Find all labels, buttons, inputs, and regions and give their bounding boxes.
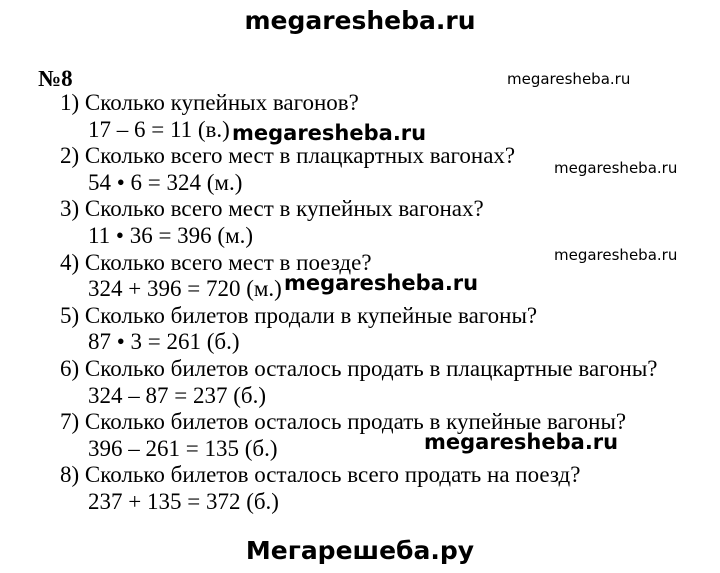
step-question: 1) Сколько купейных вагонов?: [60, 90, 359, 115]
step-answer: 87 • 3 = 261 (б.): [88, 329, 240, 355]
solution-step: [60, 356, 658, 409]
step-question: 6) Сколько билетов осталось продать в плацкартные вагоны?: [60, 355, 658, 381]
step-question: 7) Сколько билетов осталось продать в купейные вагоны?: [60, 409, 627, 435]
step-question: 2) Сколько всего мест в плацкартных вагонах?: [60, 143, 516, 169]
solution-step: [60, 462, 658, 515]
site-footer-title: Мегарешеба.ру: [245, 536, 475, 565]
solution-step: [60, 303, 658, 356]
watermark: megaresheba.ru: [424, 430, 619, 454]
task-number: №8: [38, 66, 73, 91]
solution-step: [60, 196, 658, 249]
watermark: megaresheba.ru: [554, 159, 678, 177]
step-answer: 324 – 87 = 237 (б.): [88, 382, 266, 408]
watermark: megaresheba.ru: [507, 70, 631, 88]
step-answer: 11 • 36 = 396 (м.): [88, 222, 254, 248]
step-question: 3) Сколько всего мест в купейных вагонах?: [60, 196, 484, 222]
step-answer: 17 – 6 = 11 (в.): [88, 116, 230, 142]
watermark: megaresheba.ru: [232, 121, 427, 145]
step-answer: 396 – 261 = 135 (б.): [88, 435, 278, 461]
step-answer: 237 + 135 = 372 (б.): [88, 488, 279, 514]
step-answer: 324 + 396 = 720 (м.): [88, 276, 282, 302]
step-question: 4) Сколько всего мест в поезде?: [60, 249, 372, 275]
step-question: 5) Сколько билетов продали в купейные вагоны?: [60, 302, 538, 328]
step-question: 8) Сколько билетов осталось всего продать на поезд?: [60, 462, 581, 488]
step-answer: 54 • 6 = 324 (м.): [88, 169, 243, 195]
site-header-title: megaresheba.ru: [244, 6, 476, 35]
watermark: megaresheba.ru: [284, 271, 479, 295]
watermark: megaresheba.ru: [554, 246, 678, 264]
